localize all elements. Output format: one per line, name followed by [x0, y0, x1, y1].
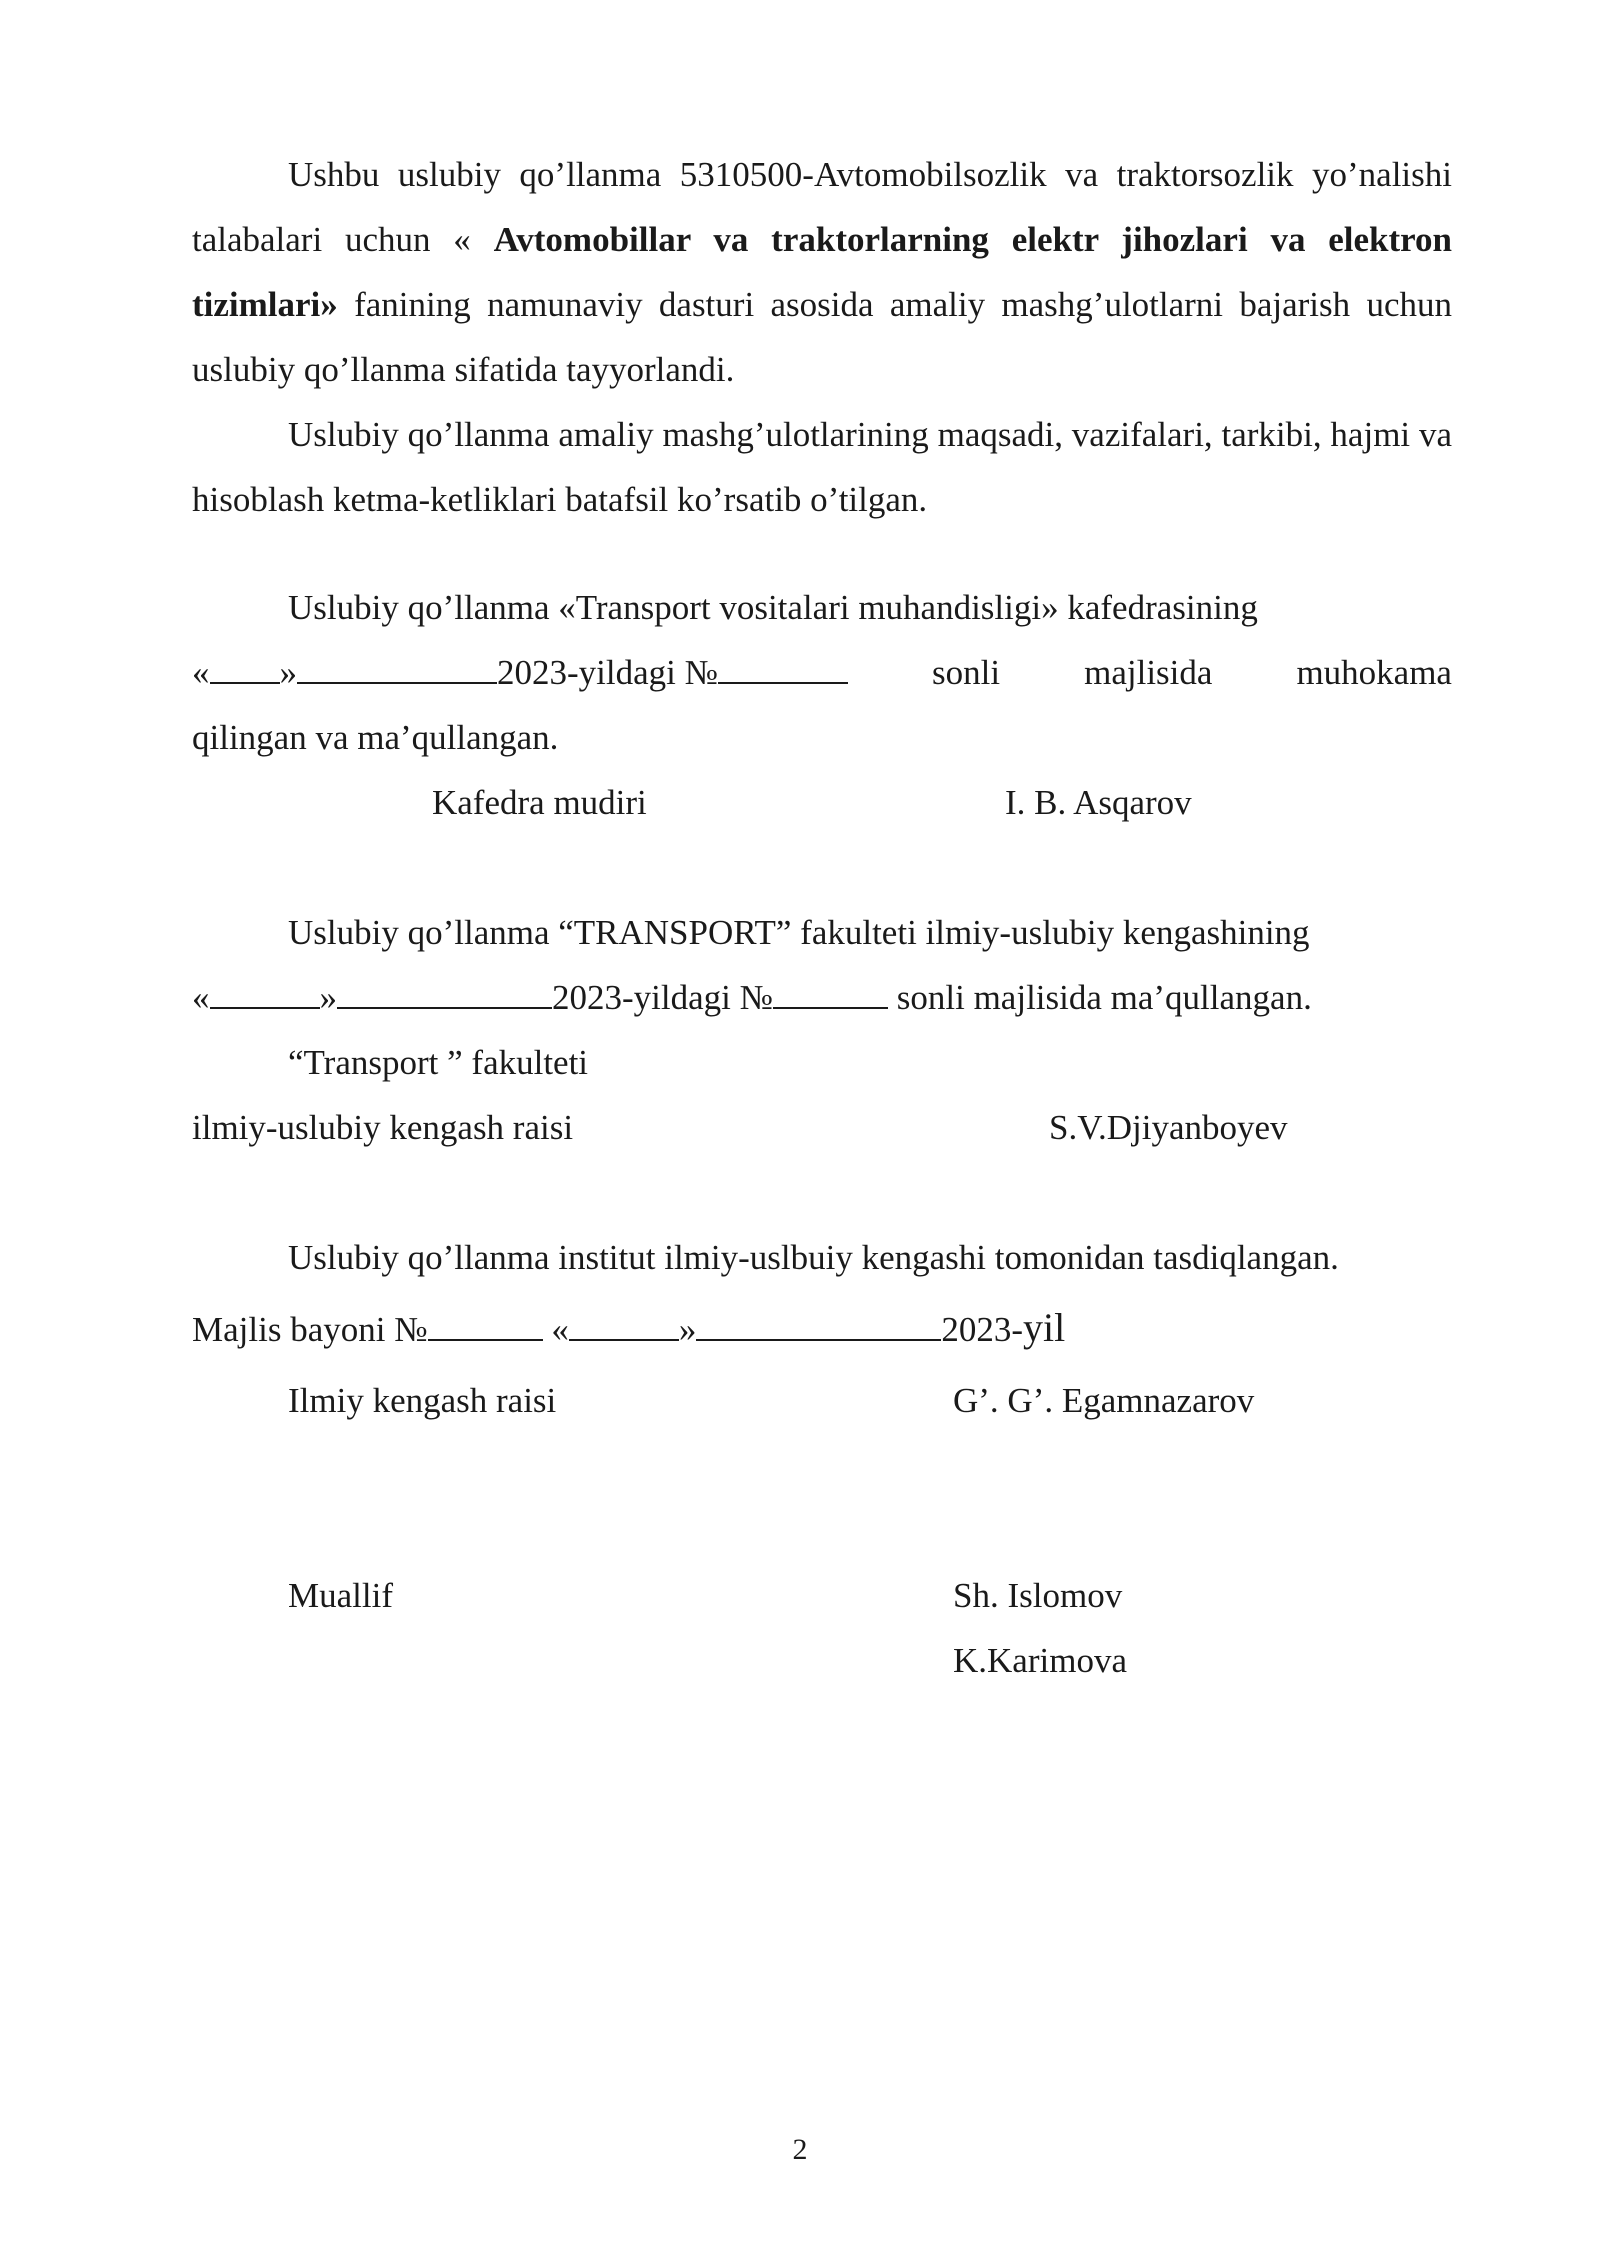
- day-blank[interactable]: [569, 1311, 679, 1341]
- department-approval-line3: qilingan va ma’qullangan.: [192, 718, 559, 757]
- author-label: Muallif: [288, 1576, 393, 1615]
- institute-approval-line1: Uslubiy qo’llanma institut ilmiy-uslbuiy kengashi tomonidan tasdiqlangan.: [288, 1238, 1339, 1277]
- protocol-number-blank[interactable]: [773, 979, 888, 1009]
- author-name: Sh. Islomov: [953, 1576, 1123, 1615]
- protocol-number-blank[interactable]: [718, 654, 848, 684]
- month-blank[interactable]: [696, 1311, 941, 1341]
- council-chair-title: ilmiy-uslubiy kengash raisi: [192, 1108, 574, 1147]
- author-name: K.Karimova: [953, 1641, 1127, 1680]
- department-approval-line2: [192, 640, 1452, 705]
- page-number: 2: [792, 2133, 808, 2166]
- description-paragraph: Uslubiy qo’llanma amaliy mashg’ulotlarining maqsadi, vazifalari, tarkibi, hajmi va hisoblash ketma-ketliklari batafsil ko’rsatib o’tilgan.: [192, 415, 1452, 519]
- intro-paragraph: [192, 142, 1452, 402]
- intro-text-part2: fanining namunaviy dasturi asosida amaliy mashg’ulotlarni bajarish uchun uslubiy qo’llanma sifatida tayyorlandi.: [192, 285, 1452, 389]
- academic-council-chair-title: Ilmiy kengash raisi: [288, 1381, 557, 1420]
- word-sonli: sonli: [932, 653, 1001, 692]
- intro-text-part1: Ushbu uslubiy qo’llanma 5310500-Avtomobilsozlik va traktorsozlik yo’nalishi talabalari uchun «: [192, 155, 1452, 259]
- month-blank[interactable]: [337, 979, 552, 1009]
- council-chair-name: S.V.Djiyanboyev: [1049, 1108, 1288, 1147]
- month-blank[interactable]: [297, 654, 497, 684]
- faculty-approval-line2: « » 2023-yildagi № sonli majlisida ma’qullangan.: [192, 978, 1312, 1017]
- faculty-name: “Transport ” fakulteti: [288, 1043, 589, 1082]
- word-muhokama: muhokama: [1296, 653, 1452, 692]
- protocol-line: Majlis bayoni № « » 2023-yil: [192, 1305, 1066, 1350]
- day-blank[interactable]: [210, 654, 280, 684]
- faculty-approval-line1: Uslubiy qo’llanma “TRANSPORT” fakulteti ilmiy-uslubiy kengashining: [288, 913, 1310, 952]
- day-blank[interactable]: [210, 979, 320, 1009]
- academic-council-chair-name: G’. G’. Egamnazarov: [953, 1381, 1255, 1420]
- protocol-number-blank[interactable]: [428, 1311, 543, 1341]
- word-majlisida: majlisida: [1084, 653, 1213, 692]
- department-approval-line1: Uslubiy qo’llanma «Transport vositalari muhandisligi» kafedrasining: [288, 588, 1258, 627]
- course-title: Avtomobillar va traktorlarning elektr jihozlari va elektron tizimlari»: [192, 220, 1453, 324]
- department-date-fields: « » 2023-yildagi №: [192, 640, 848, 705]
- department-head-title: Kafedra mudiri: [432, 783, 647, 822]
- department-head-name: I. B. Asqarov: [1005, 783, 1192, 822]
